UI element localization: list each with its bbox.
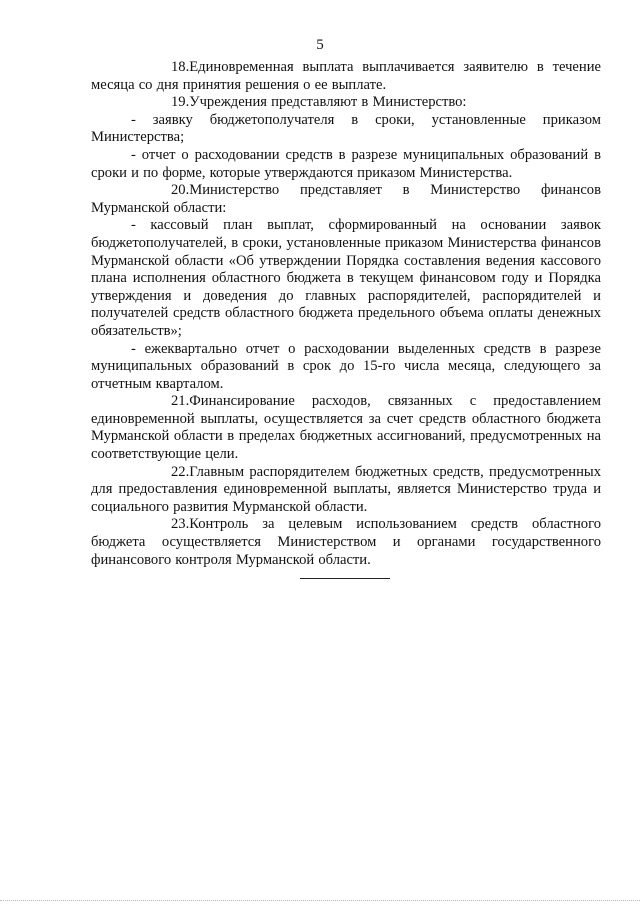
list-item-spending-report [91,147,601,182]
paragraph-text: Финансирование расходов, связанных с предоставлением единовременной выплаты, осуществляется за счет средств областного бюджета Мурманской области в пределах бюджетных ассигнований, предусмотренных на соответствующие цели. [91,393,601,463]
paragraph-text: Контроль за целевым использованием средств областного бюджета осуществляется Министерством и органами государственного финансового контроля Мурманской области. [91,516,601,568]
paragraph-number: 20. [171,182,190,199]
paragraph-22 [91,464,601,517]
paragraph-number: 18. [171,59,190,75]
document-body [91,59,601,569]
page-number: 5 [316,37,324,53]
paragraph-text: Единовременная выплата выплачивается заявителю в течение месяца со дня принятия решения о ее выплате. [91,59,601,93]
paragraph-21 [91,393,601,463]
list-item-cash-plan [91,217,601,340]
end-separator-line [300,578,390,579]
paragraph-number: 23. [171,516,190,533]
list-item-application [91,112,601,147]
paragraph-18 [91,59,601,94]
paragraph-text: Главным распорядителем бюджетных средств, предусмотренных для предоставления единовременной выплаты, является Министерство труда и социального развития Мурманской области. [91,463,601,515]
paragraph-19 [91,94,601,112]
paragraph-number: 19. [171,94,190,111]
paragraph-23 [91,516,601,569]
paragraph-number: 22. [171,463,190,480]
paragraph-text: Учреждения представляют в Министерство: [189,94,467,111]
list-item-quarterly-report [91,341,601,394]
paragraph-text: - заявку бюджетополучателя в сроки, установленные приказом Министерства; [91,111,601,146]
scan-bottom-edge [0,900,640,901]
paragraph-20 [91,182,601,217]
paragraph-text: - отчет о расходовании средств в разрезе муниципальных образований в сроки и по форме, которые утверждаются приказом Министерства. [91,146,601,181]
paragraph-text: - кассовый план выплат, сформированный на основании заявок бюджетополучателей, в сроки, установленные приказом Министерства финансов Мурманской области «Об утверждении Порядка составления ведения кассового плана исполнения областного бюджета в текущем финансовом году и Порядка утверждения и доведения до главных распорядителей, распорядителей и получателей средств областного бюджета предельного объема оплаты денежных обязательств»; [91,217,601,339]
paragraph-text: Министерство представляет в Министерство финансов Мурманской области: [91,182,601,216]
paragraph-text: - ежеквартально отчет о расходовании выделенных средств в разрезе муниципальных образований в срок до 15-го числа месяца, следующего за отчетным кварталом. [91,340,601,392]
paragraph-number: 21. [171,393,190,410]
